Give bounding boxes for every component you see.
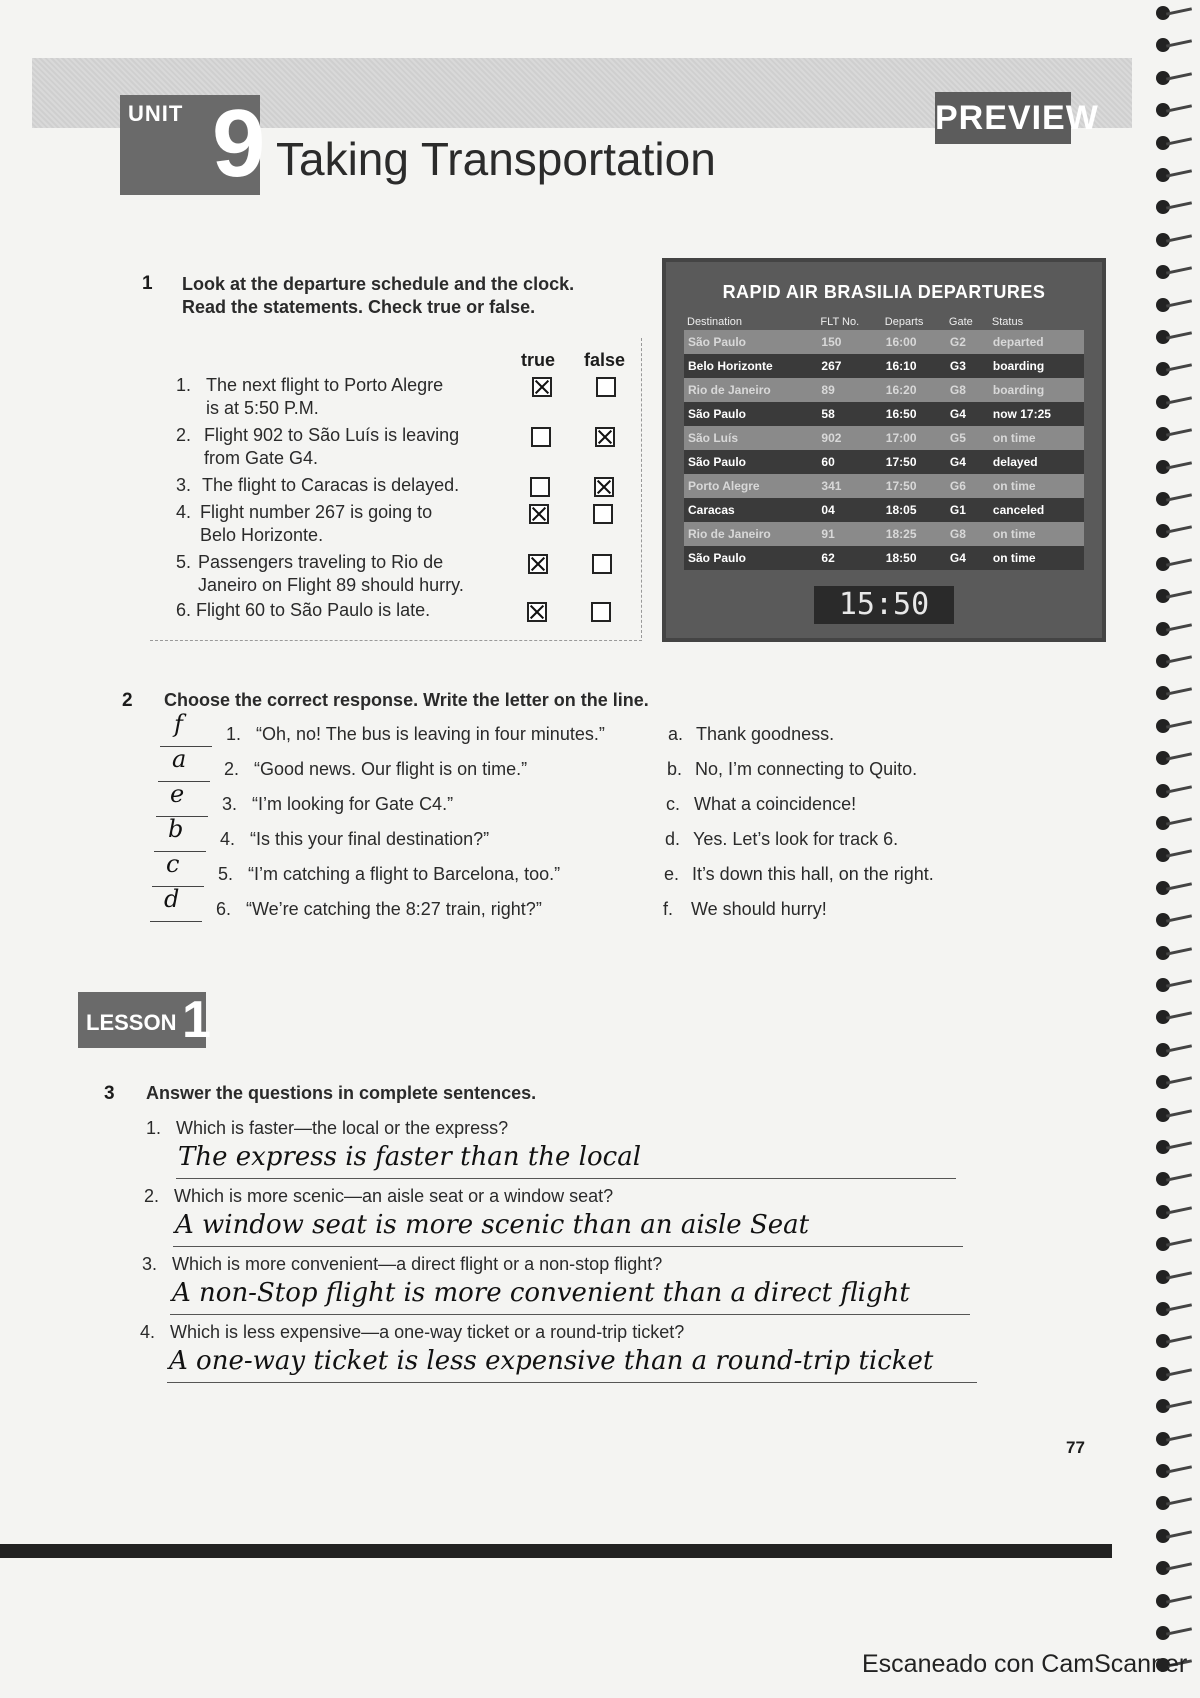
ring-wire — [1166, 1530, 1192, 1538]
response-text: No, I’m connecting to Quito. — [695, 759, 918, 779]
spiral-ring — [1156, 460, 1194, 470]
board-cell: G1 — [946, 498, 989, 522]
ring-wire — [1166, 1627, 1192, 1635]
ring-wire — [1166, 1012, 1192, 1020]
ring-wire — [1166, 1563, 1192, 1571]
response-text: Thank goodness. — [696, 724, 835, 744]
board-cell: G3 — [946, 354, 989, 378]
prompt-number: 1. — [226, 724, 242, 744]
handwritten-answer[interactable]: e — [170, 780, 185, 808]
page-number: 77 — [1066, 1438, 1085, 1457]
question-text: Which is faster—the local or the express? — [176, 1118, 509, 1138]
ring-wire — [1166, 1336, 1192, 1344]
statement-text: Flight 60 to São Paulo is late. — [196, 600, 431, 620]
spiral-ring — [1156, 492, 1194, 502]
board-cell: on time — [989, 522, 1084, 546]
false-checkbox[interactable] — [594, 477, 614, 497]
handwritten-answer[interactable]: a — [172, 745, 187, 773]
board-cell: 89 — [817, 378, 881, 402]
board-cell: G5 — [946, 426, 989, 450]
response-letter: b. — [667, 759, 683, 779]
board-cell: São Luís — [684, 426, 817, 450]
spiral-ring — [1156, 1237, 1194, 1247]
response-letter: c. — [666, 794, 681, 814]
statement-number: 6. — [176, 600, 192, 620]
ring-wire — [1166, 364, 1192, 372]
board-column-header: FLT No. — [820, 316, 860, 328]
spiral-ring — [1156, 1334, 1194, 1344]
answer-line — [167, 1382, 977, 1383]
spiral-ring — [1156, 362, 1194, 372]
board-row — [684, 330, 1084, 354]
statement-text: Belo Horizonte. — [200, 525, 324, 545]
response-letter: a. — [668, 724, 684, 744]
spiral-ring — [1156, 978, 1194, 988]
statement-text: is at 5:50 P.M. — [206, 398, 319, 418]
spiral-ring — [1156, 848, 1194, 858]
digital-clock: 15:50 — [814, 586, 954, 624]
spiral-ring — [1156, 265, 1194, 275]
ring-wire — [1166, 234, 1192, 242]
board-cell: São Paulo — [684, 546, 817, 570]
board-cell: boarding — [989, 354, 1084, 378]
exercise-2-number: 2 — [122, 690, 133, 711]
statement-number: 2. — [176, 425, 192, 445]
true-checkbox[interactable] — [527, 602, 547, 622]
answer-blank — [154, 851, 206, 852]
ring-wire — [1166, 1498, 1192, 1506]
response-letter: e. — [664, 864, 680, 884]
spiral-ring — [1156, 524, 1194, 534]
board-cell: 16:20 — [882, 378, 946, 402]
ring-wire — [1166, 688, 1192, 696]
lesson-label: LESSON — [86, 1010, 177, 1035]
prompt-text: “We’re catching the 8:27 train, right?” — [246, 899, 542, 919]
board-cell: canceled — [989, 498, 1084, 522]
spiral-ring — [1156, 233, 1194, 243]
prompt-number: 5. — [218, 864, 234, 884]
question-text: Which is less expensive—a one-way ticket or a round-trip ticket? — [170, 1322, 685, 1342]
spiral-ring — [1156, 1561, 1194, 1571]
ring-wire — [1166, 493, 1192, 501]
board-row — [684, 378, 1084, 402]
ring-wire — [1166, 1206, 1192, 1214]
spiral-ring — [1156, 136, 1194, 146]
board-row — [684, 354, 1084, 378]
spiral-ring — [1156, 557, 1194, 567]
spiral-ring — [1156, 816, 1194, 826]
spiral-ring — [1156, 6, 1194, 16]
handwritten-answer[interactable]: A one-way ticket is less expensive than a round-trip ticket — [169, 1346, 934, 1376]
spiral-ring — [1156, 103, 1194, 113]
spiral-ring — [1156, 1075, 1194, 1085]
spiral-ring — [1156, 881, 1194, 891]
statement-number: 4. — [176, 502, 192, 522]
board-cell: Rio de Janeiro — [684, 522, 817, 546]
board-column-header: Destination — [687, 316, 743, 328]
spiral-ring — [1156, 1140, 1194, 1150]
ring-wire — [1166, 558, 1192, 566]
prompt-number: 6. — [216, 899, 232, 919]
spiral-binding — [1148, 0, 1200, 1698]
lesson-badge — [78, 991, 211, 1049]
board-cell: 150 — [817, 330, 881, 354]
spiral-ring — [1156, 168, 1194, 178]
board-row — [684, 426, 1084, 450]
spiral-ring — [1156, 395, 1194, 405]
spiral-ring — [1156, 1172, 1194, 1182]
board-cell: 60 — [817, 450, 881, 474]
ring-wire — [1166, 7, 1192, 15]
board-cell: 18:50 — [882, 546, 946, 570]
board-cell: Rio de Janeiro — [684, 378, 817, 402]
spiral-ring — [1156, 654, 1194, 664]
board-cell: G4 — [946, 546, 989, 570]
ring-wire — [1166, 591, 1192, 599]
spiral-ring — [1156, 1010, 1194, 1020]
board-row — [684, 498, 1084, 522]
board-cell: São Paulo — [684, 450, 817, 474]
handwritten-answer[interactable]: b — [168, 815, 184, 843]
true-checkbox[interactable] — [529, 504, 549, 524]
question-number: 2. — [144, 1186, 160, 1206]
footer-bar — [0, 1544, 1112, 1558]
spiral-ring — [1156, 913, 1194, 923]
board-cell: boarding — [989, 378, 1084, 402]
board-cell: G2 — [946, 330, 989, 354]
ring-wire — [1166, 1141, 1192, 1149]
handwritten-answer[interactable]: The express is faster than the local — [178, 1142, 642, 1172]
ring-wire — [1166, 1174, 1192, 1182]
response-text: We should hurry! — [691, 899, 827, 919]
board-cell: 902 — [817, 426, 881, 450]
spiral-ring — [1156, 589, 1194, 599]
spiral-ring — [1156, 622, 1194, 632]
lesson-number: 1 — [182, 991, 211, 1049]
ring-wire — [1166, 1368, 1192, 1376]
response-text: Yes. Let’s look for track 6. — [693, 829, 899, 849]
board-cell: 58 — [817, 402, 881, 426]
spiral-ring — [1156, 1108, 1194, 1118]
ring-wire — [1166, 1109, 1192, 1117]
departures-board — [662, 258, 1106, 642]
response-letter: d. — [665, 829, 681, 849]
spiral-ring — [1156, 1043, 1194, 1053]
unit-number: 9 — [212, 90, 266, 197]
spiral-ring — [1156, 71, 1194, 81]
false-checkbox[interactable] — [595, 427, 615, 447]
answer-line — [170, 1314, 970, 1315]
board-cell: G6 — [946, 474, 989, 498]
board-cell: São Paulo — [684, 330, 817, 354]
board-cell: São Paulo — [684, 402, 817, 426]
ring-wire — [1166, 1044, 1192, 1052]
statement-text: Flight number 267 is going to — [200, 502, 433, 522]
response-text: It’s down this hall, on the right. — [692, 864, 934, 884]
page-title: Taking Transportation — [276, 133, 716, 185]
prompt-text: “I’m catching a flight to Barcelona, too.” — [248, 864, 561, 884]
true-column-header: true — [521, 350, 556, 370]
ring-wire — [1166, 623, 1192, 631]
spiral-ring — [1156, 298, 1194, 308]
statement-text: Flight 902 to São Luís is leaving — [204, 425, 460, 445]
ring-wire — [1166, 396, 1192, 404]
board-cell: 267 — [817, 354, 881, 378]
ring-wire — [1166, 72, 1192, 80]
prompt-text: “I’m looking for Gate C4.” — [252, 794, 454, 814]
board-cell: now 17:25 — [989, 402, 1084, 426]
spiral-ring — [1156, 686, 1194, 696]
spiral-ring — [1156, 1626, 1194, 1636]
exercise-1-instruction-line2: Read the statements. Check true or false. — [182, 297, 536, 317]
spiral-ring — [1156, 1464, 1194, 1474]
ring-wire — [1166, 720, 1192, 728]
prompt-number: 4. — [220, 829, 236, 849]
ring-wire — [1166, 979, 1192, 987]
false-checkbox[interactable] — [596, 377, 616, 397]
statement-number: 5. — [176, 552, 192, 572]
spiral-ring — [1156, 200, 1194, 210]
board-row — [684, 474, 1084, 498]
spiral-ring — [1156, 719, 1194, 729]
question-number: 1. — [146, 1118, 162, 1138]
prompt-number: 2. — [224, 759, 240, 779]
exercise-1-instruction-line1: Look at the departure schedule and the clock. — [182, 274, 575, 294]
ring-wire — [1166, 1271, 1192, 1279]
ring-wire — [1166, 753, 1192, 761]
ring-wire — [1166, 40, 1192, 48]
exercise-2-instructions: Choose the correct response. Write the letter on the line. — [164, 690, 649, 710]
spiral-ring — [1156, 1367, 1194, 1377]
ring-wire — [1166, 169, 1192, 177]
exercise-3-number: 3 — [104, 1083, 115, 1104]
prompt-text: “Good news. Our flight is on time.” — [254, 759, 528, 779]
true-checkbox[interactable] — [531, 427, 551, 447]
ring-wire — [1166, 429, 1192, 437]
spiral-ring — [1156, 1529, 1194, 1539]
ring-wire — [1166, 1401, 1192, 1409]
prompt-text: “Oh, no! The bus is leaving in four minutes.” — [256, 724, 605, 744]
spiral-ring — [1156, 330, 1194, 340]
ring-wire — [1166, 267, 1192, 275]
board-cell: G8 — [946, 378, 989, 402]
unit-badge — [120, 90, 266, 197]
board-cell: 16:10 — [882, 354, 946, 378]
board-cell: 62 — [817, 546, 881, 570]
response-text: What a coincidence! — [694, 794, 857, 814]
board-cell: Caracas — [684, 498, 817, 522]
board-cell: 17:50 — [882, 450, 946, 474]
handwritten-answer[interactable]: c — [166, 850, 180, 878]
ring-wire — [1166, 1077, 1192, 1085]
true-checkbox[interactable] — [528, 554, 548, 574]
answer-blank — [150, 921, 202, 922]
question-text: Which is more scenic—an aisle seat or a window seat? — [174, 1186, 614, 1206]
ring-wire — [1166, 882, 1192, 890]
ring-wire — [1166, 202, 1192, 210]
response-letter: f. — [663, 899, 674, 919]
ring-wire — [1166, 137, 1192, 145]
exercise-1-bottom-rule — [150, 640, 642, 641]
board-row — [684, 402, 1084, 426]
ring-wire — [1166, 461, 1192, 469]
preview-badge: PREVIEW — [935, 92, 1071, 144]
statement-text: The flight to Caracas is delayed. — [202, 475, 460, 495]
exercise-1-divider — [641, 338, 642, 638]
answer-line — [173, 1246, 963, 1247]
statement-text: Janeiro on Flight 89 should hurry. — [198, 575, 464, 595]
ring-wire — [1166, 785, 1192, 793]
board-cell: G8 — [946, 522, 989, 546]
board-column-header: Status — [991, 316, 1024, 328]
board-cell: Porto Alegre — [684, 474, 817, 498]
exercise-3-instructions: Answer the questions in complete sentences. — [146, 1083, 537, 1103]
ring-wire — [1166, 655, 1192, 663]
ring-wire — [1166, 331, 1192, 339]
board-cell: departed — [989, 330, 1084, 354]
board-row — [684, 522, 1084, 546]
board-cell: 341 — [817, 474, 881, 498]
handwritten-answer[interactable]: f — [174, 710, 183, 738]
board-column-header: Departs — [884, 316, 924, 328]
ring-wire — [1166, 915, 1192, 923]
statement-text: from Gate G4. — [204, 448, 319, 468]
board-cell: delayed — [989, 450, 1084, 474]
spiral-ring — [1156, 1270, 1194, 1280]
board-cell: on time — [989, 546, 1084, 570]
board-cell: on time — [989, 426, 1084, 450]
prompt-number: 3. — [222, 794, 238, 814]
ring-wire — [1166, 526, 1192, 534]
board-column-header: Gate — [948, 316, 973, 328]
scanner-watermark: Escaneado con CamScanner — [862, 1650, 1188, 1678]
unit-label: UNIT — [128, 101, 184, 126]
ring-wire — [1166, 1465, 1192, 1473]
true-checkbox[interactable] — [532, 377, 552, 397]
ring-wire — [1166, 1239, 1192, 1247]
board-cell: 18:25 — [882, 522, 946, 546]
false-checkbox[interactable] — [591, 602, 611, 622]
board-cell: 16:00 — [882, 330, 946, 354]
ring-wire — [1166, 1303, 1192, 1311]
spiral-ring — [1156, 946, 1194, 956]
board-cell: 16:50 — [882, 402, 946, 426]
false-checkbox[interactable] — [593, 504, 613, 524]
spiral-ring — [1156, 427, 1194, 437]
question-number: 4. — [140, 1322, 156, 1342]
board-cell: 91 — [817, 522, 881, 546]
statement-text: Passengers traveling to Rio de — [198, 552, 444, 572]
board-header-row — [684, 314, 1084, 330]
board-cell: 18:05 — [882, 498, 946, 522]
board-cell: 04 — [817, 498, 881, 522]
ring-wire — [1166, 850, 1192, 858]
handwritten-answer[interactable]: A non-Stop flight is more convenient than a direct flight — [172, 1278, 910, 1308]
handwritten-answer[interactable]: A window seat is more scenic than an aisle Seat — [175, 1210, 810, 1240]
spiral-ring — [1156, 1496, 1194, 1506]
spiral-ring — [1156, 1432, 1194, 1442]
exercise-1-number: 1 — [142, 273, 153, 294]
ring-wire — [1166, 1595, 1192, 1603]
ring-wire — [1166, 1433, 1192, 1441]
true-checkbox[interactable] — [530, 477, 550, 497]
statement-number: 3. — [176, 475, 192, 495]
board-row — [684, 450, 1084, 474]
prompt-text: “Is this your final destination?” — [250, 829, 490, 849]
board-cell: 17:50 — [882, 474, 946, 498]
question-text: Which is more convenient—a direct flight or a non-stop flight? — [172, 1254, 663, 1274]
board-cell: G4 — [946, 402, 989, 426]
board-cell: on time — [989, 474, 1084, 498]
spiral-ring — [1156, 1302, 1194, 1312]
false-column-header: false — [584, 350, 626, 370]
ring-wire — [1166, 947, 1192, 955]
board-row — [684, 546, 1084, 570]
spiral-ring — [1156, 784, 1194, 794]
board-title: RAPID AIR BRASILIA DEPARTURES — [722, 282, 1046, 302]
departures-table — [684, 314, 1084, 570]
statement-number: 1. — [176, 375, 192, 395]
ring-wire — [1166, 817, 1192, 825]
spiral-ring — [1156, 751, 1194, 761]
ring-wire — [1166, 105, 1192, 113]
spiral-ring — [1156, 1205, 1194, 1215]
handwritten-answer[interactable]: d — [164, 885, 180, 913]
board-cell: Belo Horizonte — [684, 354, 817, 378]
board-cell: 17:00 — [882, 426, 946, 450]
answer-line — [176, 1178, 956, 1179]
statement-text: The next flight to Porto Alegre — [206, 375, 444, 395]
false-checkbox[interactable] — [592, 554, 612, 574]
board-cell: G4 — [946, 450, 989, 474]
spiral-ring — [1156, 1594, 1194, 1604]
ring-wire — [1166, 299, 1192, 307]
spiral-ring — [1156, 1399, 1194, 1409]
spiral-ring — [1156, 38, 1194, 48]
question-number: 3. — [142, 1254, 158, 1274]
